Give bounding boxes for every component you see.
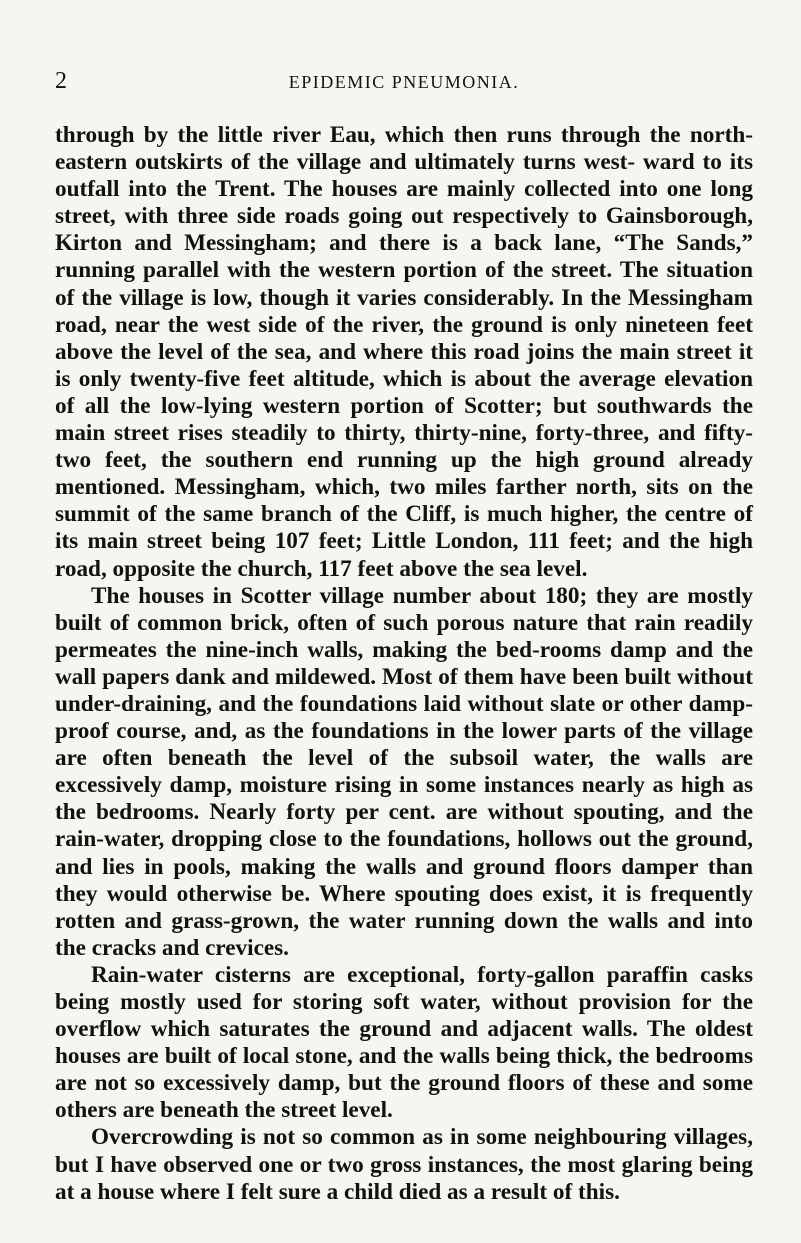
page-number: 2 [55, 68, 67, 94]
paragraph-cisterns: Rain-water cisterns are exceptional, forty-gallon paraffin casks being mostly used for storing soft water, without provision for the overflow which saturates the ground and adjacent walls. The oldest houses are built of local stone, and the walls being thick, the bedrooms are not so excessively damp, but the ground floors of these and some others are beneath the street level. [55, 961, 753, 1124]
paragraph-houses: The houses in Scotter village number about 180; they are mostly built of common brick, often of such porous nature that rain readily permeates the nine-inch walls, making the bed-rooms damp and the wall papers dank and mildewed. Most of them have been built without under-draining, and the foundations laid without slate or other damp-proof course, and, as the foundations in the lower parts of the village are often beneath the level of the subsoil water, the walls are excessively damp, moisture rising in some instances nearly as high as the bedrooms. Nearly forty per cent. are without spouting, and the rain-water, dropping close to the foundations, hollows out the ground, and lies in pools, making the walls and ground floors damper than they would otherwise be. Where spouting does exist, it is frequently rotten and grass-grown, the water running down the walls and into the cracks and crevices. [55, 582, 753, 961]
body-text [55, 122, 753, 1206]
paragraph-continued: through by the little river Eau, which then runs through the north-eastern outskirts of the village and ultimately turns west- ward to its outfall into the Trent. The houses are mainly collected into one long street, with three side roads going out respectively to Gainsborough, Kirton and Messingham; and there is a back lane, “The Sands,” running parallel with the western portion of the street. The situation of the village is low, though it varies considerably. In the Messingham road, near the west side of the river, the ground is only nineteen feet above the level of the sea, and where this road joins the main street it is only twenty-five feet altitude, which is about the average elevation of all the low-lying western portion of Scotter; but southwards the main street rises steadily to thirty, thirty-nine, forty-three, and fifty-two feet, the southern end running up the high ground already mentioned. Messingham, which, two miles farther north, sits on the summit of the same branch of the Cliff, is much higher, the centre of its main street being 107 feet; Little London, 111 feet; and the high road, opposite the church, 117 feet above the sea level. [55, 122, 753, 582]
running-title: EPIDEMIC PNEUMONIA. [288, 72, 520, 92]
paragraph-overcrowding: Overcrowding is not so common as in some neighbouring villages, but I have observed one or two gross instances, the most glaring being at a house where I felt sure a child died as a result of this. [55, 1124, 753, 1205]
running-head [55, 68, 753, 104]
